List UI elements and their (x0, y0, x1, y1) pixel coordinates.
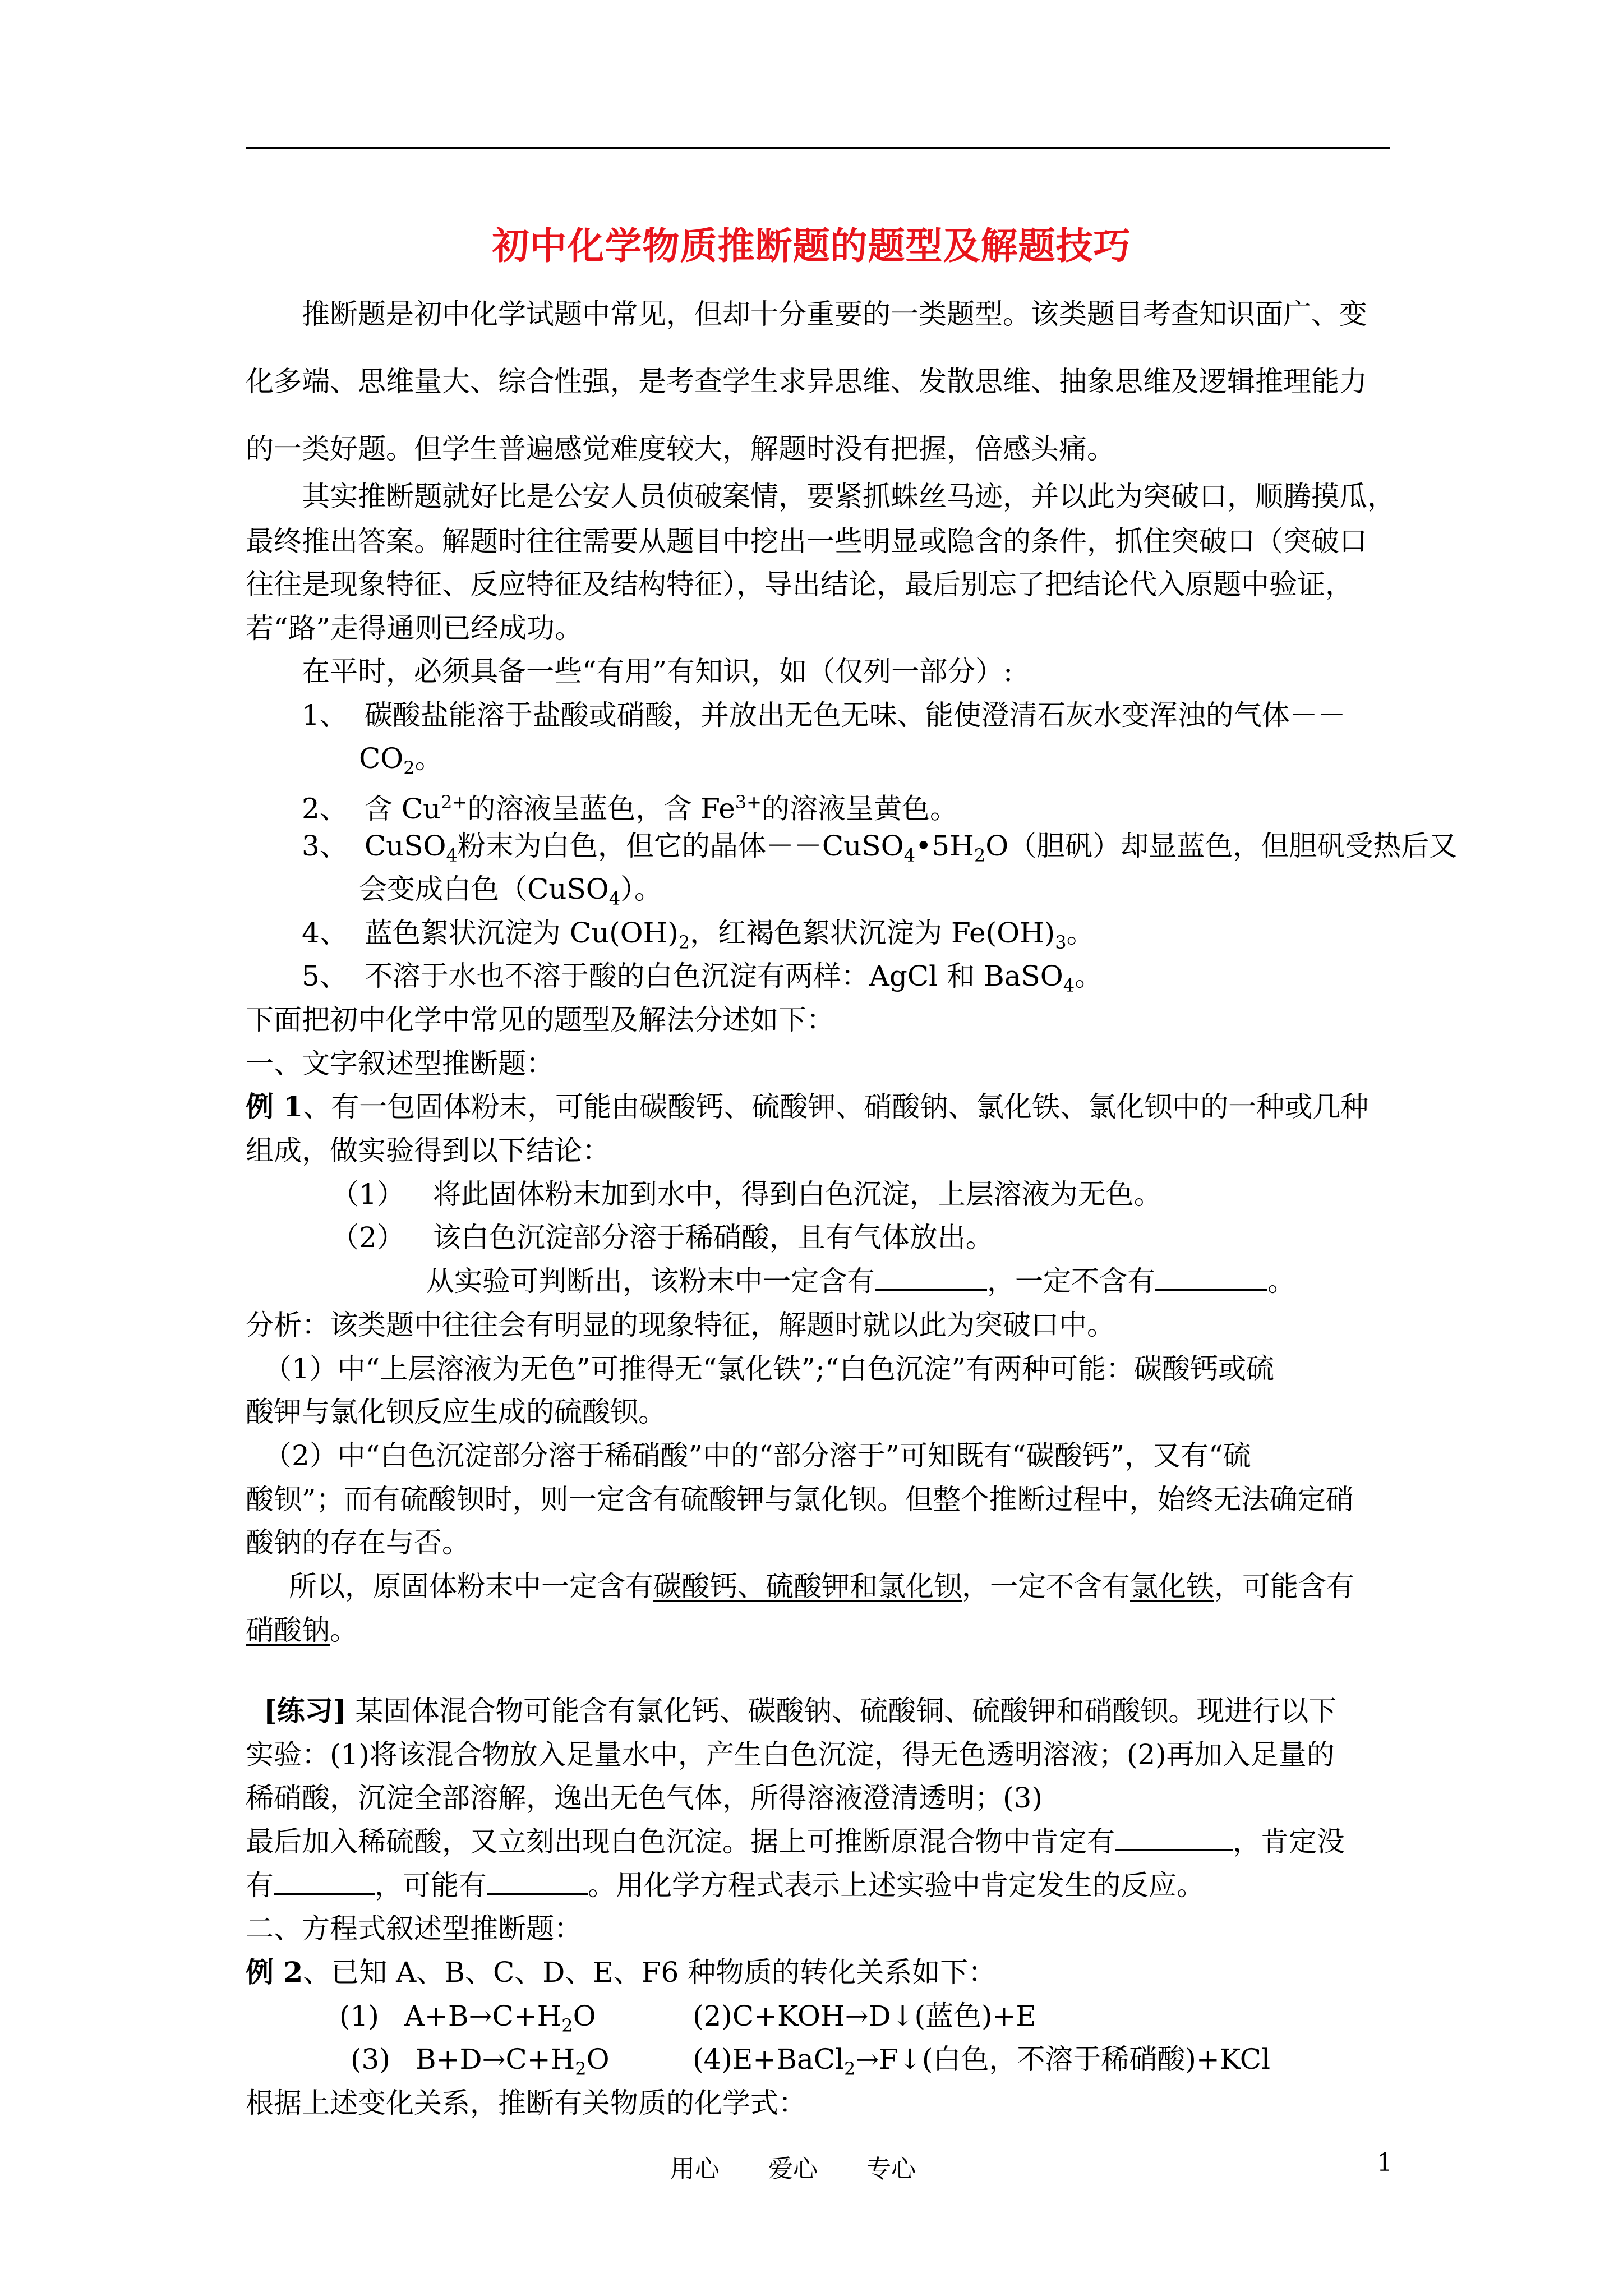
practice-line-5: 有 ，可能有 。用化学方程式表示上述实验中肯定发生的反应。 (246, 1869, 1205, 1902)
answer-blank[interactable] (1155, 1264, 1267, 1291)
practice-line-3: 稀硝酸，沉淀全部溶解，逸出无色气体，所得溶液澄清透明；(3) (246, 1782, 1043, 1814)
analysis-a-line-1: （1）中“上层溶液为无色”可推得无“氯化铁”;“白色沉淀”有两种可能：碳酸钙或硫 (264, 1352, 1275, 1385)
list-item-5: 5、 不溶于水也不溶于酸的白色沉淀有两样：AgCl 和 BaSO$_4$。 (302, 960, 1103, 996)
header-rule (246, 147, 1390, 149)
answer-blank[interactable] (274, 1869, 375, 1895)
practice-line-4: 最后加入稀硫酸，又立刻出现白色沉淀。据上可推断原混合物中肯定有 ，肯定没 (246, 1825, 1345, 1858)
intro-line-1: 推断题是初中化学试题中常见，但却十分重要的一类题型。该类题目考查知识面广、变 (302, 298, 1367, 330)
intro-line-2: 化多端、思维量大、综合性强，是考查学生求异思维、发散思维、抽象思维及逻辑推理能力 (246, 365, 1367, 398)
analysis-conclusion-2: 硝酸钠。 (246, 1614, 358, 1646)
list-item-3-cont: 会变成白色（CuSO$_4$）。 (359, 873, 663, 909)
list-item-4: 4、 蓝色絮状沉淀为 $Cu(OH)_2$，红褐色絮状沉淀为 $Fe(OH)_3$。 (302, 917, 1095, 953)
analysis-b-line-3: 酸钠的存在与否。 (246, 1526, 470, 1559)
list-item-2: 2、 含 $Cu^{2+}$的溶液呈蓝色，含 $Fe^{3+}$的溶液呈黄色。 (302, 792, 958, 825)
example-1-condition-1: （1） 将此固体粉末加到水中，得到白色沉淀，上层溶液为无色。 (331, 1178, 1162, 1211)
example-1-line-1: 例 1、有一包固体粉末，可能由碳酸钙、硫酸钾、硝酸钠、氯化铁、氯化钡中的一种或几种 (246, 1090, 1369, 1123)
intro-line-3: 的一类好题。但学生普遍感觉难度较大，解题时没有把握，倍感头痛。 (246, 432, 1115, 465)
page-title: 初中化学物质推断题的题型及解题技巧 (492, 224, 1131, 268)
lead-line: 下面把初中化学中常见的题型及解法分述如下： (246, 1004, 834, 1036)
reaction-4: (4)E+BaCl$_2$→F↓(白色，不溶于稀硝酸)+KCl (693, 2043, 1271, 2079)
practice-line-1: [练习] 某固体混合物可能含有氯化钙、碳酸钠、硫酸铜、硫酸钾和硝酸钡。现进行以下 (264, 1694, 1337, 1727)
section-2-heading: 二、方程式叙述型推断题： (246, 1912, 582, 1945)
example-1-question: 从实验可判断出，该粉末中一定含有 ，一定不含有 。 (426, 1265, 1295, 1297)
analysis-b-line-1: （2）中“白色沉淀部分溶于稀硝酸”中的“部分溶于”可知既有“碳酸钙”，又有“硫 (264, 1439, 1251, 1472)
list-item-3: 3、 CuSO$_4$粉末为白色，但它的晶体$--CuSO_4•5H_2O$（胆矾）却显蓝色，但胆矾受热后又 (302, 830, 1458, 866)
footer-motto-3: 专心 (866, 2155, 916, 2183)
p3-line: 在平时，必须具备一些“有用”有知识，如（仅列一部分）: (302, 655, 1013, 688)
analysis-line-0: 分析：该类题中往往会有明显的现象特征，解题时就以此为突破口中。 (246, 1309, 1115, 1341)
reaction-2: (2)C+KOH→D↓(蓝色)+E (693, 2000, 1036, 2032)
example-1-condition-2: （2） 该白色沉淀部分溶于稀硝酸，且有气体放出。 (331, 1221, 994, 1254)
analysis-conclusion-1: 所以，原固体粉末中一定含有碳酸钙、硫酸钾和氯化钡，一定不含有氯化铁，可能含有 (289, 1570, 1354, 1603)
section-1-heading: 一、文字叙述型推断题： (246, 1047, 554, 1080)
page-number: 1 (1377, 2148, 1393, 2177)
practice-line-2: 实验：(1)将该混合物放入足量水中，产生白色沉淀，得无色透明溶液；(2)再加入足量的 (246, 1738, 1335, 1771)
footer-motto-2: 爱心 (768, 2155, 818, 2183)
analysis-a-line-2: 酸钾与氯化钡反应生成的硫酸钡。 (246, 1396, 666, 1428)
list-item-1: 1、 碳酸盐能溶于盐酸或硝酸，并放出无色无味、能使澄清石灰水变浑浊的气体－－ (302, 699, 1346, 731)
example-2-line-1: 例 2、已知 A、B、C、D、E、F6 种物质的转化关系如下： (246, 1955, 997, 1989)
reaction-3: (3) $B+D\to C+H_2O$ (351, 2043, 610, 2079)
p2-line-3: 往往是现象特征、反应特征及结构特征），导出结论，最后别忘了把结论代入原题中验证， (246, 568, 1353, 601)
p2-line-2: 最终推出答案。解题时往往需要从题目中挖出一些明显或隐含的条件，抓住突破口（突破口 (246, 525, 1367, 558)
example-1-line-2: 组成，做实验得到以下结论： (246, 1134, 610, 1167)
answer-blank[interactable] (487, 1869, 588, 1895)
reaction-1: (1) $A+B\to C+H_2O$ (339, 2000, 596, 2036)
p2-line-1: 其实推断题就好比是公安人员侦破案情，要紧抓蛛丝马迹，并以此为突破口，顺腾摸瓜， (302, 480, 1395, 513)
list-item-1-cont: $CO_2$。 (359, 742, 443, 779)
answer-blank[interactable] (1115, 1825, 1233, 1851)
analysis-b-line-2: 酸钡”；而有硫酸钡时，则一定含有硫酸钾与氯化钡。但整个推断过程中，始终无法确定硝 (246, 1483, 1354, 1516)
p2-line-4: 若“路”走得通则已经成功。 (246, 612, 583, 645)
footer-motto-1: 用心 (670, 2155, 720, 2183)
answer-blank[interactable] (875, 1264, 987, 1291)
example-2-closing: 根据上述变化关系，推断有关物质的化学式： (246, 2087, 806, 2119)
